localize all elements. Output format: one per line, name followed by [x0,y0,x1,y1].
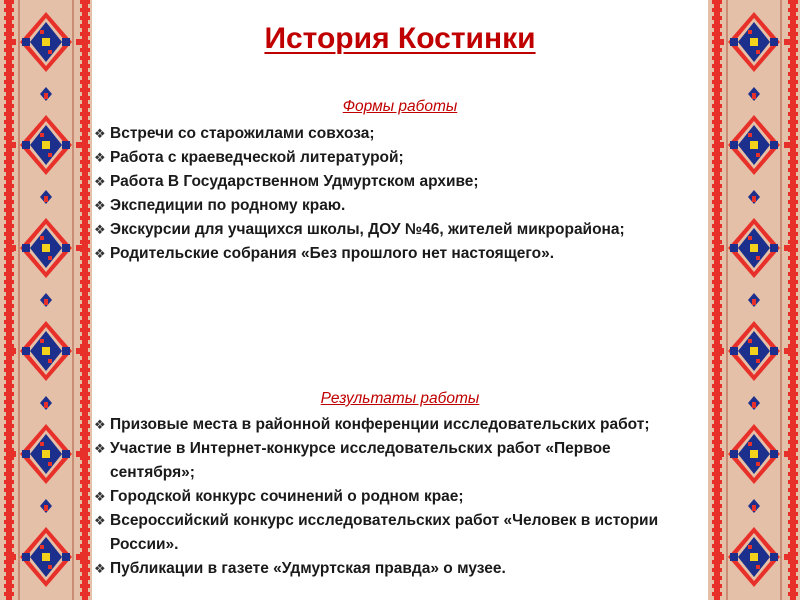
bullet-icon: ❖ [94,126,106,141]
list-item: ❖ Родительские собрания «Без прошлого нет настоящего». [92,242,692,266]
bullet-icon: ❖ [94,174,106,189]
bullet-icon: ❖ [94,198,106,213]
list-item: ❖ Работа с краеведческой литературой; [92,146,692,170]
results-heading: Результаты работы [320,390,480,407]
page-title-text: История Костинки [264,22,536,55]
bullet-icon: ❖ [94,417,106,432]
page-title [92,22,708,56]
forms-list [92,122,692,266]
list-item: ❖ Экспедиции по родному краю. [92,194,692,218]
bullet-icon: ❖ [94,441,106,456]
ornament-border-right [708,0,800,600]
bullet-icon: ❖ [94,513,106,528]
slide-content [92,0,708,600]
list-item: ❖ Всероссийский конкурс исследовательских работ «Человек в истории России». [92,509,692,557]
bullet-icon: ❖ [94,222,106,237]
list-item: ❖ Экскурсии для учащихся школы, ДОУ №46, жителей микрорайона; [92,218,692,242]
list-item: ❖ Публикации в газете «Удмуртская правда» о музее. [92,557,692,581]
list-item: ❖ Городской конкурс сочинений о родном крае; [92,485,692,509]
bullet-icon: ❖ [94,561,106,576]
results-list [92,413,692,581]
ornament-pattern-right-icon [708,0,800,600]
bullet-icon: ❖ [94,150,106,165]
ornament-pattern-left-icon [0,0,92,600]
bullet-icon: ❖ [94,246,106,261]
list-item: ❖ Призовые места в районной конференции исследовательских работ; [92,413,692,437]
list-item: ❖ Встречи со старожилами совхоза; [92,122,692,146]
forms-heading: Формы работы [342,98,458,115]
bullet-icon: ❖ [94,489,106,504]
list-item: ❖ Работа В Государственном Удмуртском архиве; [92,170,692,194]
ornament-border-left [0,0,92,600]
list-item: ❖ Участие в Интернет-конкурсе исследовательских работ «Первое сентября»; [92,437,692,485]
